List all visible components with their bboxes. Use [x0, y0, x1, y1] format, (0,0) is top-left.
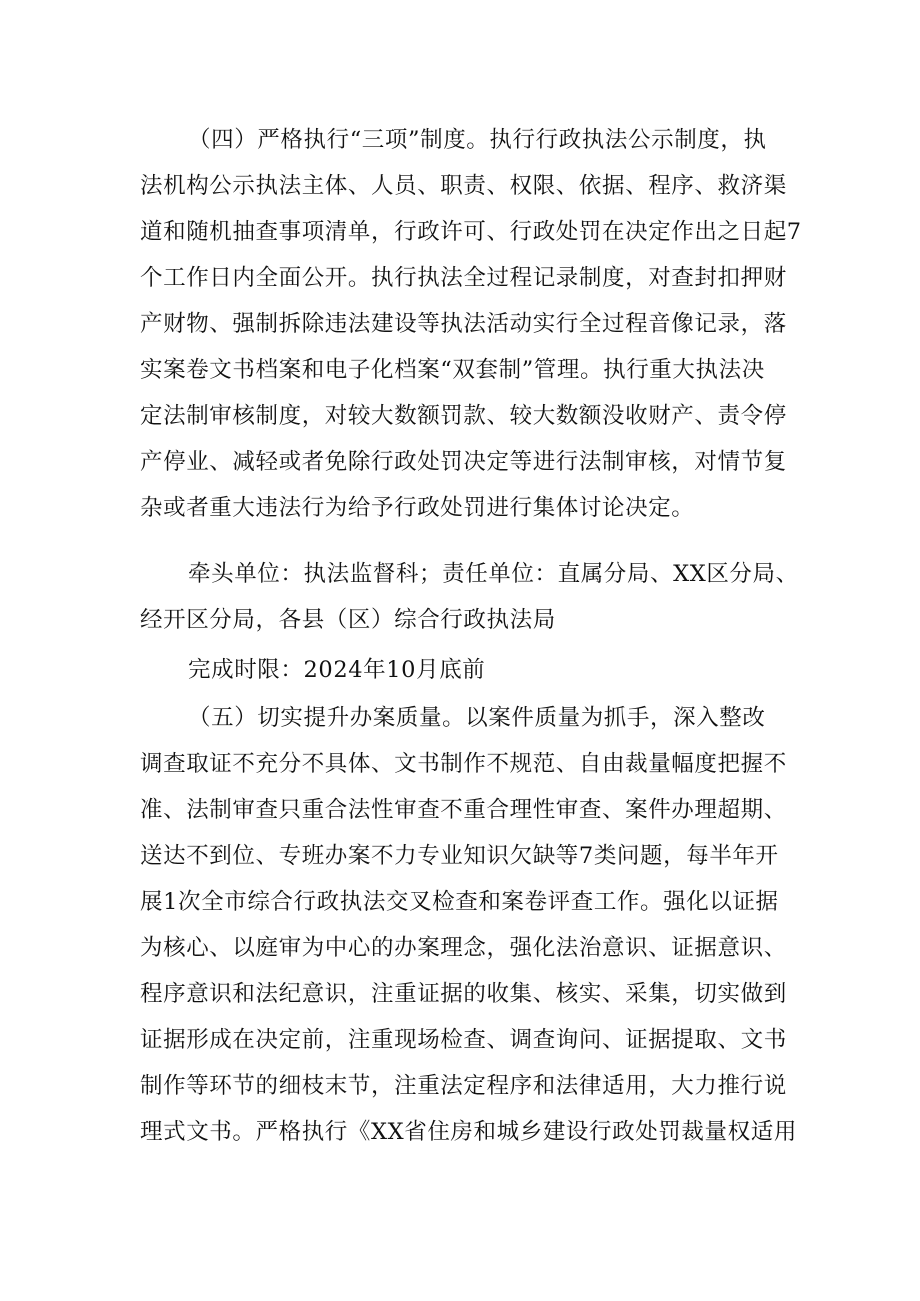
text-line: 定法制审核制度，对较大数额罚款、较大数额没收财产、责令停 — [140, 403, 787, 429]
text-line: 制作等环节的细枝末节，注重法定程序和法律适用，大力推行说 — [140, 1073, 787, 1099]
text-line: 证据形成在决定前，注重现场检查、调查询问、证据提取、文书 — [140, 1027, 787, 1053]
text-line: 为核心、以庭审为中心的办案理念，强化法治意识、证据意识、 — [140, 935, 787, 961]
deadline-line: 完成时限：2024年10月底前 — [188, 657, 486, 683]
text-line: 个工作日内全面公开。执行执法全过程记录制度，对查封扣押财 — [140, 265, 787, 291]
text-line: 准、法制审查只重合法性审查不重合理性审查、案件办理超期、 — [140, 797, 787, 823]
text-line: 产停业、减轻或者免除行政处罚决定等进行法制审核，对情节复 — [140, 449, 787, 475]
text-line: 理式文书。严格执行《XX省住房和城乡建设行政处罚裁量权适用 — [140, 1119, 797, 1145]
text-line: （四）严格执行“三项”制度。执行行政执法公示制度，执 — [188, 127, 767, 153]
text-line: 送达不到位、专班办案不力专业知识欠缺等7类问题，每半年开 — [140, 843, 779, 869]
text-line: 法机构公示执法主体、人员、职责、权限、依据、程序、救济渠 — [140, 173, 787, 199]
text-line: 展1次全市综合行政执法交叉检查和案卷评查工作。强化以证据 — [140, 889, 779, 915]
text-line: 杂或者重大违法行为给予行政处罚进行集体讨论决定。 — [140, 495, 695, 521]
text-line: 道和随机抽查事项清单，行政许可、行政处罚在决定作出之日起7 — [140, 219, 802, 245]
text-line: （五）切实提升办案质量。以案件质量为抓手，深入整改 — [188, 705, 766, 731]
text-line: 产财物、强制拆除违法建设等执法活动实行全过程音像记录，落 — [140, 311, 787, 337]
text-line: 经开区分局，各县（区）综合行政执法局 — [140, 607, 556, 633]
text-line: 实案卷文书档案和电子化档案“双套制”管理。执行重大执法决 — [140, 357, 765, 383]
text-line: 程序意识和法纪意识，注重证据的收集、核实、采集，切实做到 — [140, 981, 787, 1007]
text-line: 调查取证不充分不具体、文书制作不规范、自由裁量幅度把握不 — [140, 751, 787, 777]
text-line: 牵头单位：执法监督科；责任单位：直属分局、XX区分局、 — [188, 561, 799, 587]
